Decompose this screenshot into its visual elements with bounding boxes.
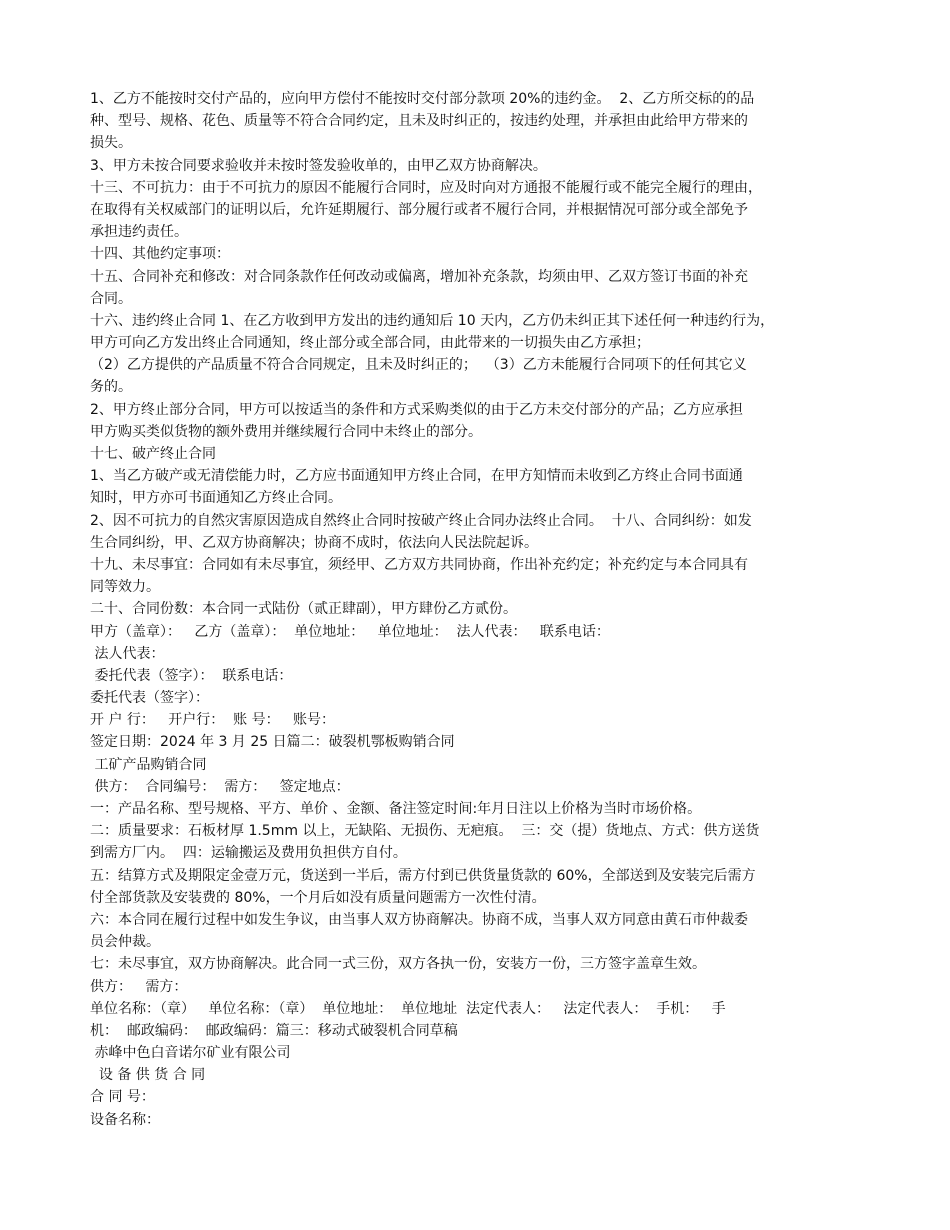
text-line: 机： 邮政编码： 邮政编码：篇三：移动式破裂机合同草稿 xyxy=(90,1022,458,1039)
text-line: 1、乙方不能按时交付产品的，应向甲方偿付不能按时交付部分款项 20%的违约金。 2、乙方所交标的的品 xyxy=(90,91,755,107)
text-line: 赤峰中色白音诺尔矿业有限公司 xyxy=(90,1045,291,1062)
text-line: 十五、合同补充和修改：对合同条款作任何改动或偏离，增加补充条款，均须由甲、乙双方签订书面的补充 xyxy=(90,268,748,285)
text-line: 十九、未尽事宜：合同如有未尽事宜，须经甲、乙方双方共同协商，作出补充约定；补充约定与本合同具有 xyxy=(90,556,748,573)
text-line: 供方： 需方： xyxy=(90,978,188,995)
text-line: 签定日期：2024 年 3 月 25 日篇二：破裂机鄂板购销合同 xyxy=(90,734,455,751)
text-line: 3、甲方未按合同要求验收并未按时签发验收单的，由甲乙双方协商解决。 xyxy=(90,157,547,174)
text-line: 甲方可向乙方发出终止合同通知，终止部分或全部合同，由此带来的一切损失由乙方承担； xyxy=(90,335,650,352)
text-line: 知时，甲方亦可书面通知乙方终止合同。 xyxy=(90,490,342,507)
text-line: 1、当乙方破产或无清偿能力时，乙方应书面通知甲方终止合同，在甲方知情而未收到乙方终止合同书面通 xyxy=(90,468,743,485)
text-line: 设 备 供 货 合 同 xyxy=(90,1067,206,1084)
text-line: 生合同纠纷，甲、乙双方协商解决；协商不成时，依法向人民法院起诉。 xyxy=(90,534,538,551)
text-line: 单位名称：（章） 单位名称：（章） 单位地址： 单位地址 法定代表人： 法定代表人： 手机： 手 xyxy=(90,1000,726,1017)
text-line: 委托代表（签字）： xyxy=(90,690,209,707)
text-line: 一：产品名称、型号规格、平方、单价 、金额、备注签定时间:年月日注以上价格为当时市场价格。 xyxy=(90,801,702,817)
text-line: 工矿产品购销合同 xyxy=(90,756,207,773)
text-line: 务的。 xyxy=(90,379,132,396)
text-line: 十三、不可抗力：由于不可抗力的原因不能履行合同时，应及时向对方通报不能履行或不能完全履行的理由， xyxy=(90,179,762,196)
text-line: 员会仲裁。 xyxy=(90,934,160,951)
text-line: 六：本合同在履行过程中如发生争议，由当事人双方协商解决。协商不成，当事人双方同意由黄石市仲裁委 xyxy=(90,911,748,928)
text-line: 到需方厂内。 四：运输搬运及费用负担供方自付。 xyxy=(90,845,407,862)
text-line: 法人代表： xyxy=(90,645,165,662)
text-line: 五：结算方式及期限定金壹万元，货送到一半后，需方付到已供货量货款的 60%，全部送到及安装完后需方 xyxy=(90,867,756,884)
text-line: 同等效力。 xyxy=(90,579,160,596)
text-line: 2、因不可抗力的自然灾害原因造成自然终止合同时按破产终止合同办法终止合同。 十八、合同纠纷：如发 xyxy=(90,512,752,529)
text-line: （2）乙方提供的产品质量不符合合同规定，且未及时纠正的； （3）乙方未能履行合同项下的任何其它义 xyxy=(90,357,747,374)
text-line: 七：未尽事宜，双方协商解决。此合同一式三份，双方各执一份，安装方一份，三方签字盖章生效。 xyxy=(90,956,706,973)
contract-document xyxy=(90,88,870,1131)
text-line: 设备名称： xyxy=(90,1111,160,1128)
text-line: 在取得有关权威部门的证明以后，允许延期履行、部分履行或者不履行合同，并根据情况可部分或全部免予 xyxy=(90,201,748,218)
text-line: 十六、违约终止合同 1、在乙方收到甲方发出的违约通知后 10 天内，乙方仍未纠正其下述任何一种违约行为， xyxy=(90,312,775,329)
text-line: 十四、其他约定事项： xyxy=(90,246,230,263)
text-line: 十七、破产终止合同 xyxy=(90,446,216,462)
text-line: 开 户 行： 开户行： 账 号： 账号： xyxy=(90,712,335,729)
text-line: 二：质量要求：石板材厚 1.5mm 以上，无缺陷、无损伤、无疤痕。 三：交（提）货地点、方式：供方送货 xyxy=(90,823,760,840)
text-line: 合同。 xyxy=(90,290,132,307)
text-line: 承担违约责任。 xyxy=(90,224,188,241)
text-line: 付全部货款及安装费的 80%，一个月后如没有质量问题需方一次性付清。 xyxy=(90,889,546,906)
text-line: 合 同 号： xyxy=(90,1089,155,1106)
text-line: 甲方购买类似货物的额外费用并继续履行合同中未终止的部分。 xyxy=(90,423,482,440)
text-line: 损失。 xyxy=(90,135,132,152)
text-line: 委托代表（签字）： 联系电话： xyxy=(90,667,293,684)
text-line: 2、甲方终止部分合同，甲方可以按适当的条件和方式采购类似的由于乙方未交付部分的产品；乙方应承担 xyxy=(90,401,743,418)
text-line: 供方： 合同编号： 需方： 签定地点： xyxy=(90,778,350,795)
text-line: 种、型号、规格、花色、质量等不符合合同约定，且未及时纠正的，按违约处理，并承担由此给甲方带来的 xyxy=(90,113,748,130)
text-line: 甲方（盖章）： 乙方（盖章）： 单位地址： 单位地址： 法人代表： 联系电话： xyxy=(90,623,610,640)
text-line: 二十、合同份数：本合同一式陆份（贰正肆副），甲方肆份乙方贰份。 xyxy=(90,601,517,618)
